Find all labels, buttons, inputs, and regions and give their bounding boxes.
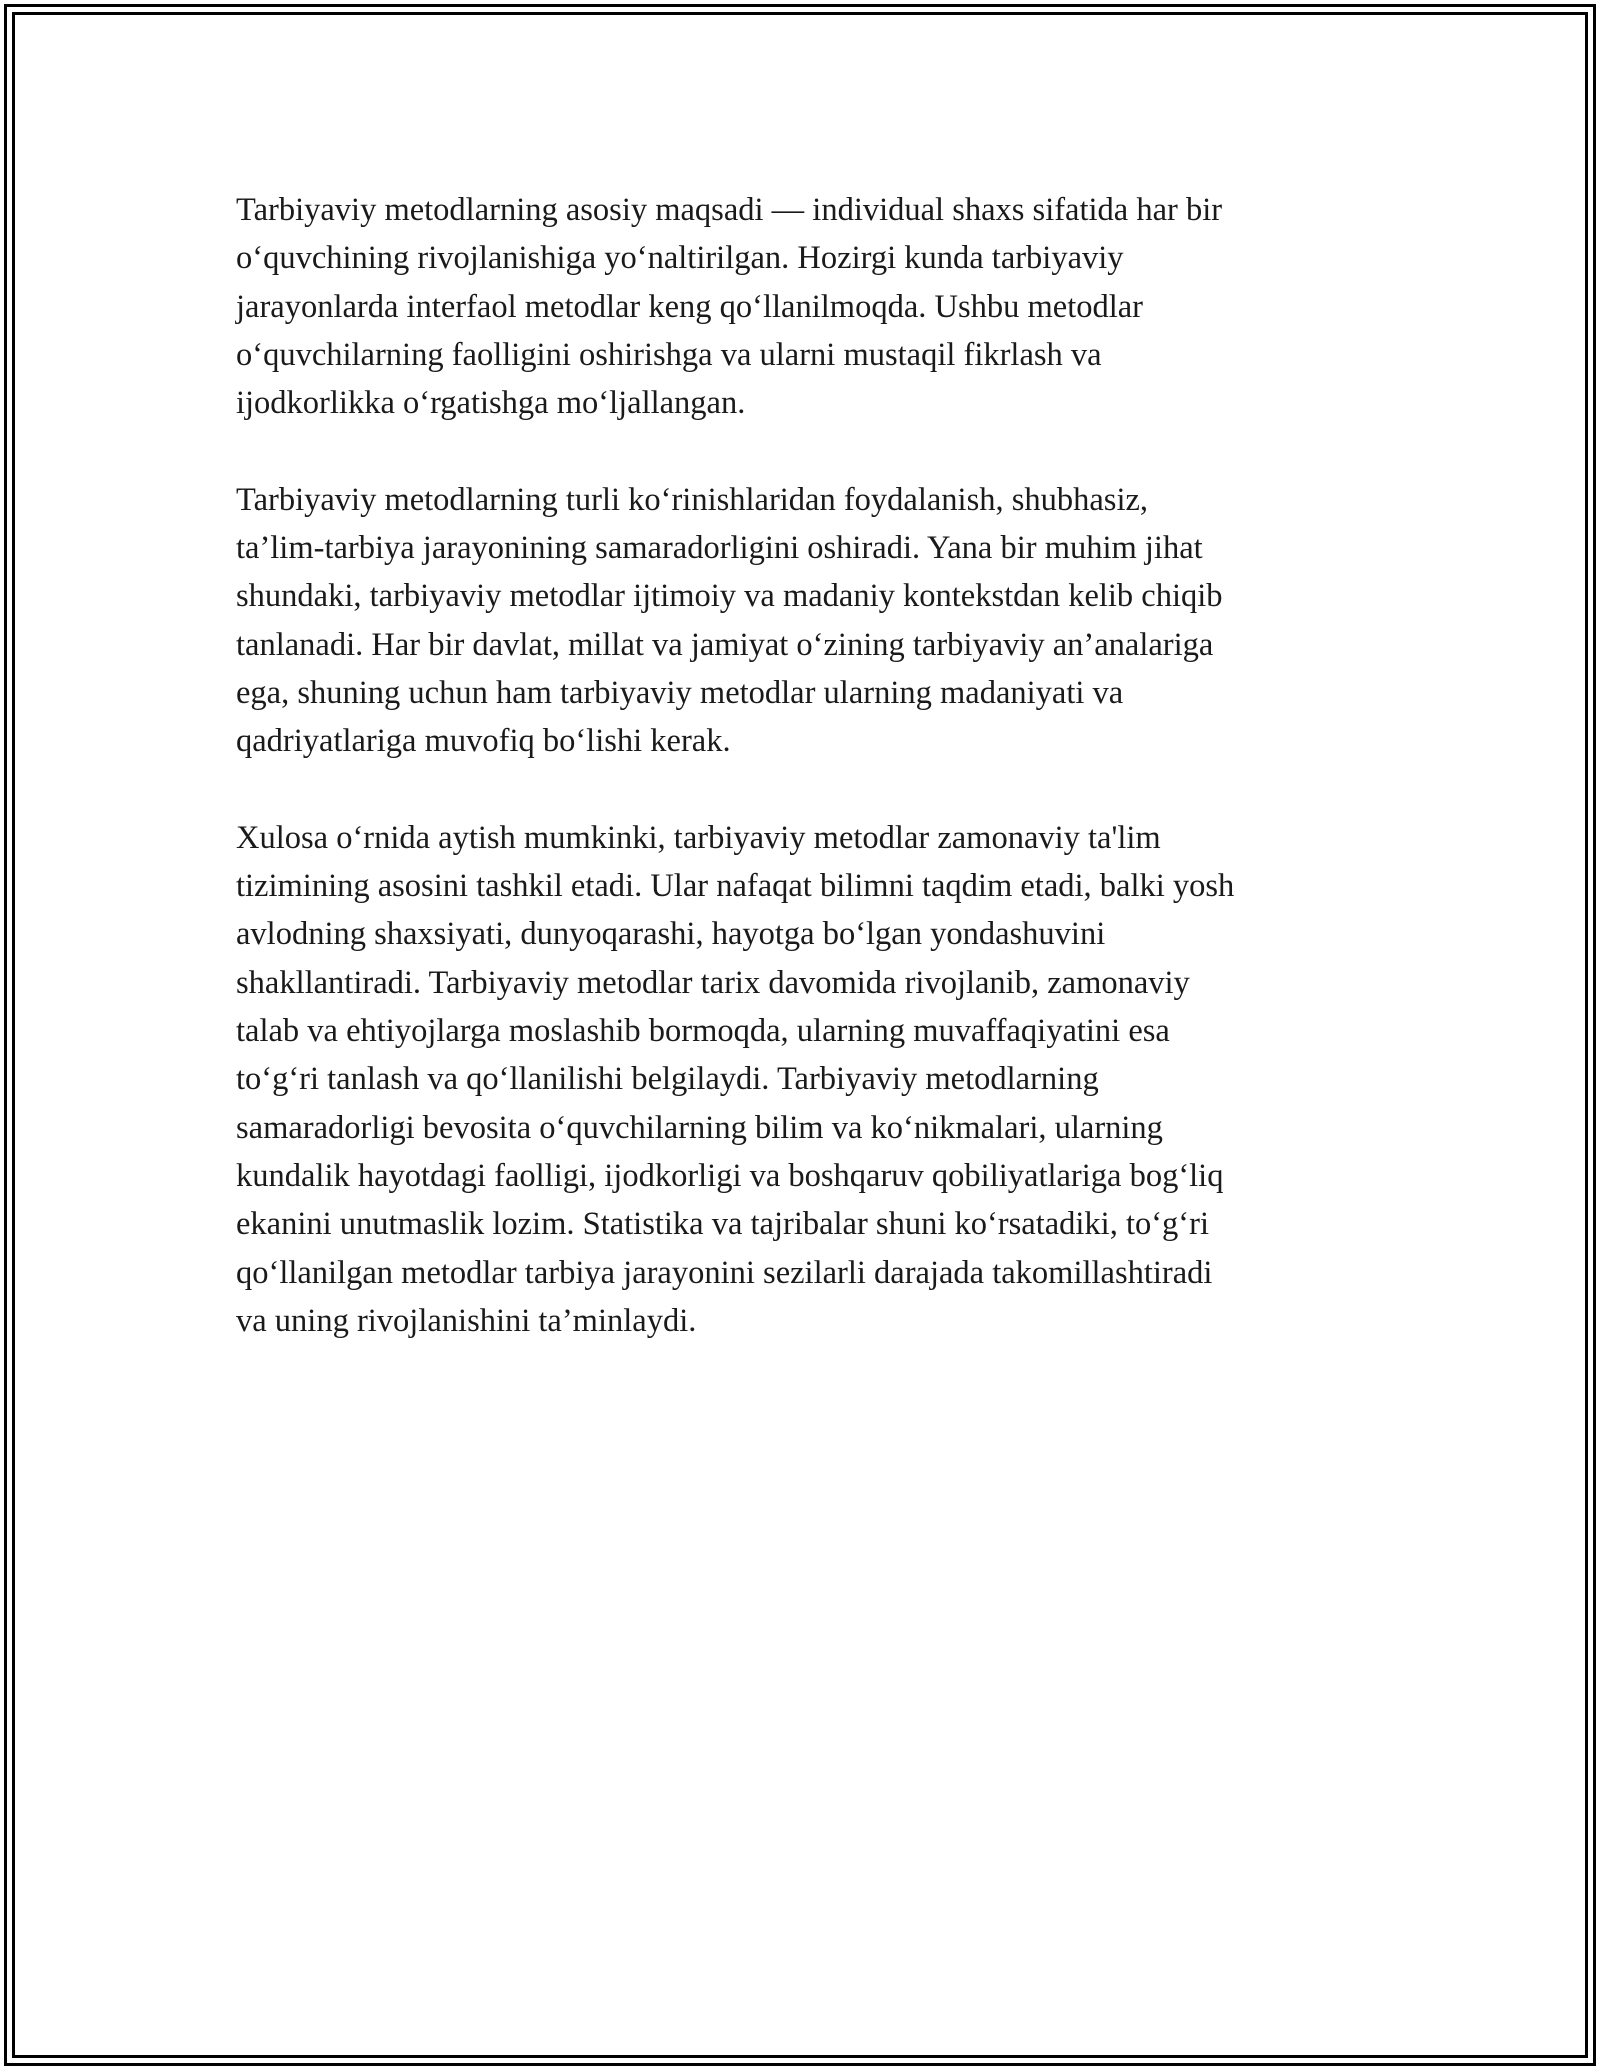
text-line: ega, shuning uchun ham tarbiyaviy metodlar ularning madaniyati va [236,674,1124,711]
text-line: Tarbiyaviy metodlarning asosiy maqsadi — individual shaxs sifatida har bir [236,192,1223,228]
text-line: ta’lim-tarbiya jarayonining samaradorligini oshiradi. Yana bir muhim jihat [236,530,1203,567]
text-line: tanlanadi. Har bir davlat, millat va jamiyat o‘zining tarbiyaviy an’analariga [236,626,1214,663]
paragraph-1 [236,186,1366,427]
text-line: shakllantiradi. Tarbiyaviy metodlar tarix davomida rivojlanib, zamonaviy [236,964,1190,1001]
text-line: avlodning shaxsiyati, dunyoqarashi, hayotga bo‘lgan yondashuvini [236,916,1106,953]
text-line: qo‘llanilgan metodlar tarbiya jarayonini sezilarli darajada takomillashtiradi [236,1254,1213,1291]
text-line: jarayonlarda interfaol metodlar keng qo‘llanilmoqda. Ushbu metodlar [236,288,1144,325]
text-line: shundaki, tarbiyaviy metodlar ijtimoiy va madaniy kontekstdan kelib chiqib [236,578,1223,615]
text-line: kundalik hayotdagi faolligi, ijodkorligi va boshqaruv qobiliyatlariga bog‘liq [236,1157,1224,1194]
text-line: va uning rivojlanishini ta’minlaydi. [236,1302,697,1339]
text-line: samaradorligi bevosita o‘quvchilarning bilim va ko‘nikmalari, ularning [236,1109,1163,1146]
text-line: to‘g‘ri tanlash va qo‘llanilishi belgilaydi. Tarbiyaviy metodlarning [236,1061,1099,1098]
text-line: talab va ehtiyojlarga moslashib bormoqda, ularning muvaffaqiyatini esa [236,1013,1170,1050]
text-line: o‘quvchilarning faolligini oshirishga va ularni mustaqil fikrlash va [236,336,1102,373]
text-line: o‘quvchining rivojlanishiga yo‘naltirilgan. Hozirgi kunda tarbiyaviy [236,240,1124,277]
text-line: ekanini unutmaslik lozim. Statistika va tajribalar shuni ko‘rsatadiki, to‘g‘ri [236,1206,1209,1243]
text-line: qadriyatlariga muvofiq bo‘lishi kerak. [236,723,731,760]
text-line: tizimining asosini tashkil etadi. Ular nafaqat bilimni taqdim etadi, balki yosh [236,868,1235,905]
paragraph-3 [236,814,1366,1345]
text-line: Xulosa o‘rnida aytish mumkinki, tarbiyaviy metodlar zamonaviy ta'lim [236,819,1161,856]
text-line: Tarbiyaviy metodlarning turli ko‘rinishlaridan foydalanish, shubhasiz, [236,481,1149,518]
document-body [236,186,1366,1345]
paragraph-2 [236,476,1366,766]
text-line: ijodkorlikka o‘rgatishga mo‘ljallangan. [236,385,746,422]
